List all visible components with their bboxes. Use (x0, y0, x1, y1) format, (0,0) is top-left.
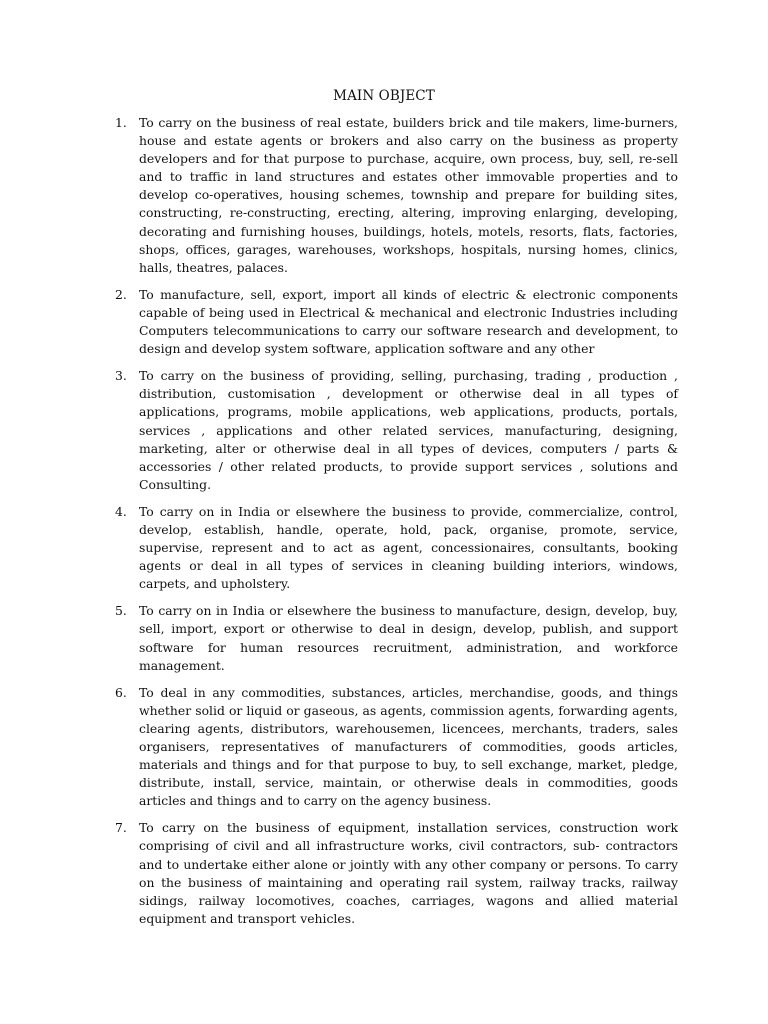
item-text: To carry on in India or elsewhere the business to provide, commercialize, control, develop, establish, handle, operate, hold, pack, organise, promote, service, supervise, represent and to act as agent, concessionaires, consultants, booking agents or deal in all types of services in cleaning building interiors, windows, carpets, and upholstery. (139, 503, 678, 592)
item-number: 2. (115, 286, 127, 302)
item-text: To manufacture, sell, export, import all kinds of electric & electronic components capable of being used in Electrical & mechanical and electronic Industries including Computers telecommunications to carry our software research and development, to design and develop system software, application software and any other (139, 286, 678, 357)
page-title: MAIN OBJECT (333, 88, 435, 104)
list-item (112, 286, 678, 358)
list-item (112, 819, 678, 928)
list-item (112, 602, 678, 674)
item-number: 1. (115, 115, 127, 130)
item-text: To carry on in India or elsewhere the business to manufacture, design, develop, buy, sell, import, export or otherwise to deal in design, develop, publish, and support software for human resources recruitment, administration, and workforce management. (139, 603, 678, 673)
list-item (112, 367, 678, 494)
list-item (112, 503, 678, 593)
item-text: To carry on the business of equipment, installation services, construction work comprising of civil and all infrastructure works, civil contractors, sub- contractors and to undertake either alone or jointly with any other company or persons. To carry on the business of maintaining and operating rail system, railway tracks, railway sidings, railway locomotives, coaches, carriages, wagons and allied material equipment and transport vehicles. (139, 820, 678, 926)
item-number: 7. (115, 820, 127, 836)
item-text: To deal in any commodities, substances, articles, merchandise, goods, and things whether solid or liquid or gaseous, as agents, commission agents, forwarding agents, clearing agents, distributors, warehousemen, licencees, merchants, traders, sales organisers, representatives of manufacturers of commodities, goods articles, materials and things and for that purpose to buy, to sell exchange, market, pledge, distribute, install, service, maintain, or otherwise deals in commodities, goods articles and things and to carry on the agency business. (139, 684, 678, 809)
item-number: 3. (115, 368, 127, 384)
item-text: To carry on the business of providing, selling, purchasing, trading , production , distribution, customisation , development or otherwise deal in all types of applications, programs, mobile applications, web applications, products, portals, services , applications and other related services, manufacturing, designing, marketing, alter or otherwise deal in all types of devices, computers / parts & accessories / other related products, to provide support services , solutions and Consulting. (139, 368, 678, 492)
item-text: To carry on the business of real estate, builders brick and tile makers, lime-burners, house and estate agents or brokers and also carry on the business as property developers and for that purpose to purchase, acquire, own process, buy, sell, re-sell and to traffic in land structures and estates other immovable properties and to develop co-operatives, housing schemes, township and prepare for building sites, constructing, re-constructing, erecting, altering, improving enlarging, developing, decorating and furnishing houses, buildings, hotels, motels, resorts, flats, factories, shops, offices, garages, warehouses, workshops, hospitals, nursing homes, clinics, halls, theatres, palaces. (139, 115, 678, 275)
list-item (112, 114, 678, 277)
item-number: 5. (115, 603, 127, 619)
list-item (112, 684, 678, 811)
object-list (112, 114, 678, 937)
item-number: 4. (115, 503, 127, 519)
item-number: 6. (115, 684, 127, 700)
